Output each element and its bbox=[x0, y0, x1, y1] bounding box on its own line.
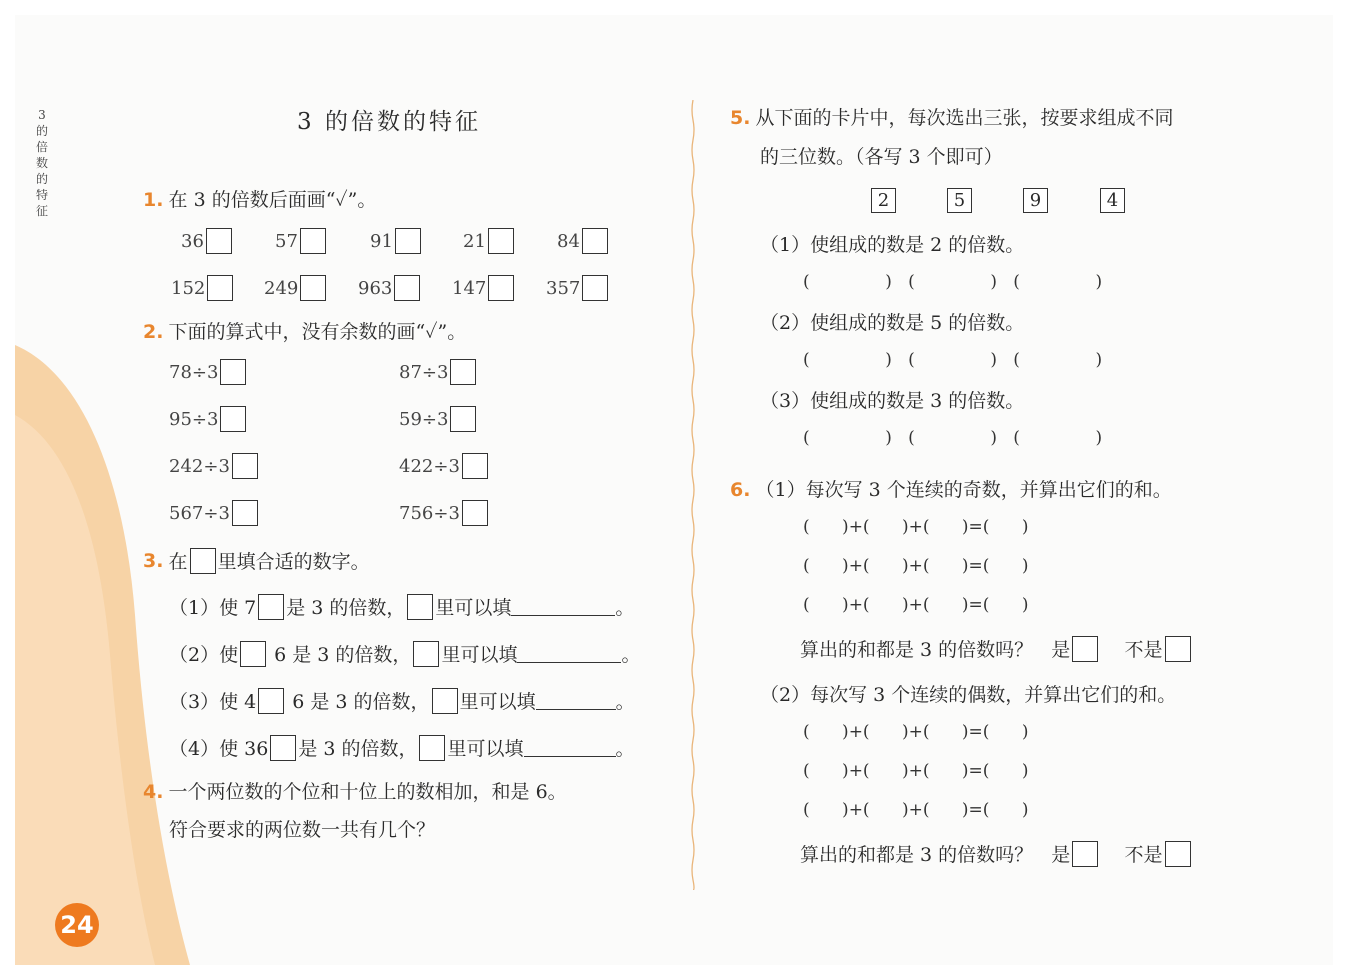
q5-answer-row[interactable]: ( ) ( ) ( ) bbox=[803, 350, 1103, 370]
check-box[interactable] bbox=[300, 275, 326, 301]
number-card: 9 bbox=[1023, 188, 1048, 213]
check-box[interactable] bbox=[582, 275, 608, 301]
check-box[interactable] bbox=[206, 228, 232, 254]
check-box[interactable] bbox=[232, 500, 258, 526]
question-5-line2: 的三位数。（各写 3 个即可） bbox=[760, 146, 1003, 168]
q1-item: 152 bbox=[171, 275, 235, 301]
q1-item: 357 bbox=[546, 275, 610, 301]
check-box[interactable] bbox=[462, 453, 488, 479]
q5-answer-row[interactable]: ( ) ( ) ( ) bbox=[803, 272, 1103, 292]
no-box[interactable] bbox=[1165, 841, 1191, 867]
question-3-number: 3. bbox=[143, 549, 164, 572]
check-box[interactable] bbox=[462, 500, 488, 526]
workbook-page bbox=[15, 15, 1333, 965]
sum-row[interactable]: ( )+( )+( )=( ) bbox=[803, 800, 1029, 820]
question-4-heading: 4. 一个两位数的个位和十位上的数相加，和是 6。 bbox=[143, 781, 567, 803]
question-1-text: 在 3 的倍数后面画“✓”。 bbox=[168, 189, 377, 211]
yes-box[interactable] bbox=[1072, 841, 1098, 867]
check-box[interactable] bbox=[394, 275, 420, 301]
q2-item: 422÷3 bbox=[399, 453, 490, 479]
number-card: 4 bbox=[1100, 188, 1125, 213]
check-box[interactable] bbox=[450, 359, 476, 385]
check-box[interactable] bbox=[582, 228, 608, 254]
yes-box[interactable] bbox=[1072, 636, 1098, 662]
q5-part-1: （1）使组成的数是 2 的倍数。 bbox=[760, 234, 1025, 256]
number-card: 2 bbox=[871, 188, 896, 213]
digit-box[interactable] bbox=[240, 641, 266, 667]
question-4-number: 4. bbox=[143, 781, 164, 803]
question-1-heading bbox=[143, 185, 376, 212]
q1-item: 36 bbox=[181, 228, 234, 254]
q2-item: 59÷3 bbox=[399, 406, 478, 432]
question-1-number: 1. bbox=[143, 189, 164, 211]
answer-blank[interactable] bbox=[517, 644, 621, 663]
q2-item: 78÷3 bbox=[169, 359, 248, 385]
question-2-number: 2. bbox=[143, 321, 164, 343]
sum-row[interactable]: ( )+( )+( )=( ) bbox=[803, 722, 1029, 742]
q2-item: 567÷3 bbox=[169, 500, 260, 526]
q3-sub-3: （3）使 4 6 是 3 的倍数， 里可以填 。 bbox=[169, 687, 635, 714]
digit-box[interactable] bbox=[258, 594, 284, 620]
digit-box[interactable] bbox=[432, 688, 458, 714]
q6-ask-row: 算出的和都是 3 的倍数吗？ 是 不是 bbox=[800, 840, 1193, 867]
question-3-heading: 3. 在 里填合适的数字。 bbox=[143, 549, 370, 573]
question-2-heading bbox=[143, 317, 466, 344]
page-title: 3 的倍数的特征 bbox=[297, 109, 481, 135]
q3-sub-4: （4）使 36 是 3 的倍数， 里可以填 。 bbox=[169, 734, 635, 761]
question-2-text: 下面的算式中，没有余数的画“✓”。 bbox=[168, 321, 467, 343]
q6-ask-row: 算出的和都是 3 的倍数吗？ 是 不是 bbox=[800, 635, 1193, 662]
sum-row[interactable]: ( )+( )+( )=( ) bbox=[803, 517, 1029, 537]
check-box[interactable] bbox=[488, 228, 514, 254]
q3-sub-1: （1）使 7 是 3 的倍数， 里可以填 。 bbox=[169, 593, 634, 620]
answer-blank[interactable] bbox=[511, 597, 615, 616]
answer-blank[interactable] bbox=[536, 691, 616, 710]
q5-answer-row[interactable]: ( ) ( ) ( ) bbox=[803, 428, 1103, 448]
q5-part-3: （3）使组成的数是 3 的倍数。 bbox=[760, 390, 1025, 412]
q2-item: 756÷3 bbox=[399, 500, 490, 526]
q2-item: 95÷3 bbox=[169, 406, 248, 432]
side-chapter-title: 3 的 倍 数 的 特 征 bbox=[35, 108, 48, 218]
question-5-heading: 5. 从下面的卡片中，每次选出三张，按要求组成不同 bbox=[730, 107, 1174, 129]
check-box[interactable] bbox=[488, 275, 514, 301]
check-box[interactable] bbox=[450, 406, 476, 432]
digit-box[interactable] bbox=[258, 688, 284, 714]
question-6-number: 6. bbox=[730, 479, 751, 501]
question-6-heading: 6. （1）每次写 3 个连续的奇数，并算出它们的和。 bbox=[730, 479, 1172, 501]
number-card: 5 bbox=[947, 188, 972, 213]
digit-box[interactable] bbox=[270, 735, 296, 761]
q1-item: 249 bbox=[264, 275, 328, 301]
check-box[interactable] bbox=[207, 275, 233, 301]
no-box[interactable] bbox=[1165, 636, 1191, 662]
check-box[interactable] bbox=[220, 359, 246, 385]
q2-item: 87÷3 bbox=[399, 359, 478, 385]
sum-row[interactable]: ( )+( )+( )=( ) bbox=[803, 556, 1029, 576]
q1-item: 91 bbox=[370, 228, 423, 254]
question-4-line2: 符合要求的两位数一共有几个？ bbox=[169, 819, 436, 841]
q3-sub-2: （2）使 6 是 3 的倍数， 里可以填 。 bbox=[169, 640, 640, 667]
page-divider bbox=[691, 100, 695, 890]
q6-part-2: （2）每次写 3 个连续的偶数，并算出它们的和。 bbox=[760, 684, 1177, 706]
check-box[interactable] bbox=[300, 228, 326, 254]
q1-item: 57 bbox=[275, 228, 328, 254]
q1-item: 147 bbox=[452, 275, 516, 301]
digit-box[interactable] bbox=[419, 735, 445, 761]
check-box[interactable] bbox=[232, 453, 258, 479]
q5-part-2: （2）使组成的数是 5 的倍数。 bbox=[760, 312, 1025, 334]
digit-box[interactable] bbox=[407, 594, 433, 620]
q1-item: 84 bbox=[557, 228, 610, 254]
check-box[interactable] bbox=[220, 406, 246, 432]
question-5-number: 5. bbox=[730, 107, 751, 129]
check-box[interactable] bbox=[395, 228, 421, 254]
digit-box[interactable] bbox=[413, 641, 439, 667]
example-box bbox=[190, 548, 216, 574]
answer-blank[interactable] bbox=[524, 738, 616, 757]
sum-row[interactable]: ( )+( )+( )=( ) bbox=[803, 761, 1029, 781]
q1-item: 21 bbox=[463, 228, 516, 254]
page-number-badge: 24 bbox=[55, 903, 99, 947]
q2-item: 242÷3 bbox=[169, 453, 260, 479]
sum-row[interactable]: ( )+( )+( )=( ) bbox=[803, 595, 1029, 615]
q1-item: 963 bbox=[358, 275, 422, 301]
